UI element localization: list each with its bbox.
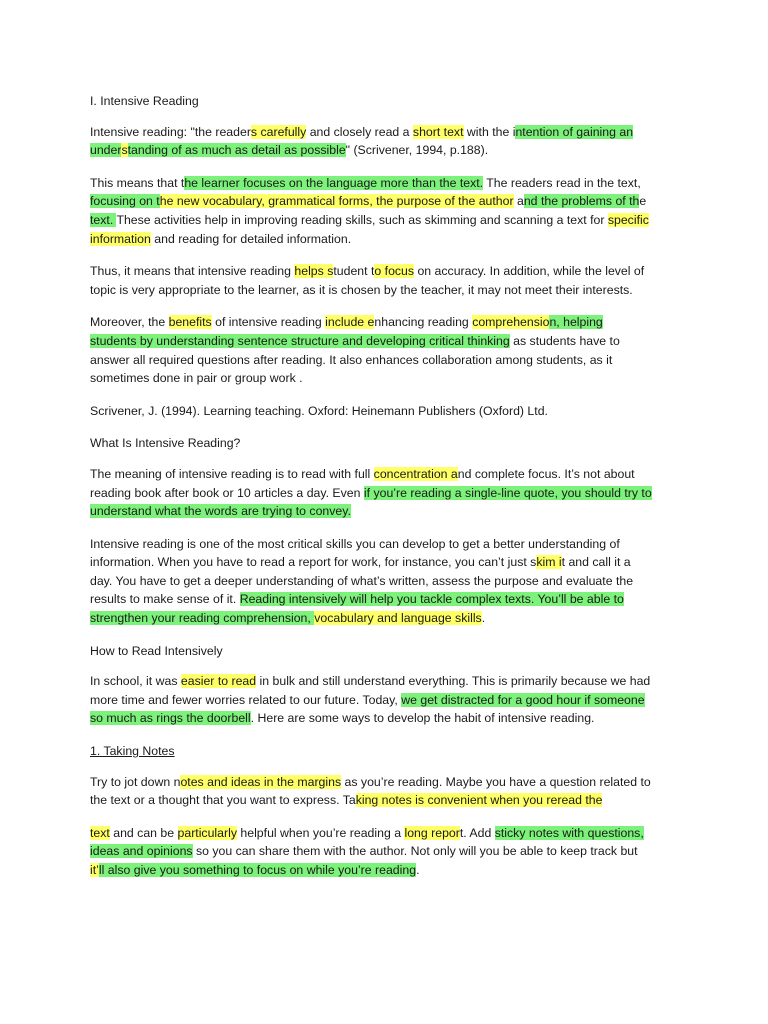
green-highlight: n, helping <box>549 315 603 330</box>
text-line <box>90 709 690 728</box>
text-line <box>90 141 690 160</box>
paragraph <box>90 672 690 728</box>
yellow-highlight: s carefully <box>250 124 307 139</box>
green-highlight: tanding of as much as detail as possible <box>127 143 346 158</box>
text-run: helpful when you’re reading a <box>236 825 405 840</box>
text-line <box>90 590 690 609</box>
green-highlight: ll also give you something to focus on while you’re reading <box>98 863 417 877</box>
text-line <box>90 791 690 810</box>
green-highlight: he learner focuses on the language more than the text. <box>184 175 484 190</box>
text-run: the text or a thought that you want to express. Ta <box>90 793 356 808</box>
text-run: so you can share them with the author. Not only will you be able to keep track but <box>192 844 638 859</box>
yellow-highlight: information <box>90 231 151 246</box>
yellow-highlight: it’ <box>90 863 99 877</box>
text-run: answer all required questions after reading. It also enhances collaboration among students, as it <box>90 352 613 367</box>
yellow-highlight: text <box>90 825 110 840</box>
text-run: a <box>513 194 524 209</box>
yellow-highlight: specific <box>607 212 649 227</box>
green-highlight: Reading intensively will help you tackle complex texts. You’ll be able to <box>239 592 624 607</box>
green-highlight: understand what the words are trying to convey. <box>90 504 351 519</box>
text-line <box>90 123 690 142</box>
text-line <box>90 192 690 211</box>
text-run: . <box>416 863 420 877</box>
text-line <box>90 553 690 572</box>
text-line <box>90 535 690 554</box>
text-run: topic is very appropriate to the learner, as it is chosen by the teacher, it may not meet their interests. <box>90 282 633 297</box>
text-line <box>90 502 690 521</box>
green-highlight: strengthen your reading comprehension, <box>90 611 315 626</box>
yellow-highlight: helps s <box>294 264 334 279</box>
text-run: as students have to <box>509 333 620 348</box>
reference-citation: Scrivener, J. (1994). Learning teaching. Oxford: Heinemann Publishers (Oxford) Ltd. <box>90 403 548 418</box>
text-line <box>90 824 690 843</box>
text-run: with the i <box>463 124 516 139</box>
yellow-highlight: easier to read <box>180 674 257 689</box>
document-page <box>90 92 690 894</box>
yellow-highlight: include e <box>325 315 375 330</box>
text-run: These activities help in improving reading skills, such as skimming and scanning a text for <box>116 212 608 227</box>
text-run: nd complete focus. It’s not about <box>457 466 635 481</box>
section-heading-intensive-reading: I. Intensive Reading <box>90 94 199 108</box>
text-line <box>90 351 690 370</box>
paragraph <box>90 262 690 299</box>
text-line <box>90 465 690 484</box>
yellow-highlight: short text <box>412 124 464 139</box>
text-line <box>90 211 690 230</box>
text-line <box>90 861 690 880</box>
text-run: and can be <box>109 825 178 840</box>
green-highlight: nd the problems of th <box>523 194 640 209</box>
paragraph <box>90 535 690 628</box>
green-highlight: ideas and opinions <box>90 844 193 859</box>
green-highlight: text. <box>90 212 117 227</box>
text-line <box>90 691 690 710</box>
text-run: . Here are some ways to develop the habit of intensive reading. <box>250 711 595 726</box>
text-line <box>90 230 690 249</box>
yellow-highlight: vocabulary and language skills <box>314 611 482 626</box>
paragraph <box>90 824 690 880</box>
yellow-highlight: o focus <box>374 264 415 279</box>
yellow-highlight: long repor <box>404 825 460 840</box>
text-run: in bulk and still understand everything. This is primarily because we had <box>256 674 651 689</box>
text-run: reading book after book or 10 articles a day. Even <box>90 485 364 500</box>
text-run: Try to jot down n <box>90 774 181 789</box>
text-run: " (Scrivener, 1994, p.188). <box>345 143 489 158</box>
text-line <box>90 842 690 861</box>
green-highlight: ntention of gaining an <box>515 124 634 139</box>
yellow-highlight: concentration a <box>373 466 458 481</box>
text-run: more time and fewer worries related to our future. Today, <box>90 692 402 707</box>
yellow-highlight: kim i <box>536 555 562 570</box>
text-line <box>90 672 690 691</box>
text-run: tudent t <box>333 264 375 279</box>
text-line <box>90 332 690 351</box>
green-highlight: if you’re reading a single-line quote, you should try to <box>363 485 652 500</box>
text-run: sometimes done in pair or group work . <box>90 371 303 386</box>
text-run: Intensive reading is one of the most critical skills you can develop to get a better understanding of <box>90 536 620 551</box>
green-highlight: under <box>90 143 122 158</box>
text-run: nhancing reading <box>374 315 473 330</box>
paragraph <box>90 465 690 521</box>
text-run: Intensive reading: "the reader <box>90 124 251 139</box>
text-run: The readers read in the text, <box>483 175 641 190</box>
text-run: e <box>639 194 647 209</box>
yellow-highlight: king notes is convenient when you reread the <box>355 793 603 808</box>
yellow-highlight: he new vocabulary, grammatical forms, the purpose of the author <box>159 194 514 209</box>
text-run: . <box>481 611 486 626</box>
text-run: results to make sense of it. <box>90 592 240 607</box>
paragraph <box>90 773 690 810</box>
text-line <box>90 174 690 193</box>
text-line <box>90 281 690 300</box>
text-run: and reading for detailed information. <box>150 231 352 246</box>
text-run: The meaning of intensive reading is to read with full <box>90 466 374 481</box>
green-highlight: we get distracted for a good hour if someone <box>401 692 645 707</box>
text-run: t. Add <box>459 825 495 840</box>
yellow-highlight: s <box>121 143 128 158</box>
yellow-highlight: benefits <box>168 315 212 330</box>
text-line <box>90 572 690 591</box>
text-run: information. When you have to read a report for work, for instance, you can’t just s <box>90 555 537 570</box>
text-run: as you’re reading. Maybe you have a question related to <box>341 774 651 789</box>
text-line <box>90 262 690 281</box>
green-highlight: focusing on t <box>90 194 160 209</box>
green-highlight: sticky notes with questions, <box>494 825 644 840</box>
text-run: Moreover, the <box>90 315 169 330</box>
yellow-highlight: otes and ideas in the margins <box>180 774 342 789</box>
text-run: on accuracy. In addition, while the level of <box>414 264 645 279</box>
green-highlight: so much as rings the doorbell <box>90 711 251 726</box>
text-run: of intensive reading <box>211 315 326 330</box>
text-run: In school, it was <box>90 674 181 689</box>
text-run: This means that t <box>90 175 185 190</box>
text-run: Thus, it means that intensive reading <box>90 264 295 279</box>
paragraph <box>90 174 690 248</box>
section-heading-what-is-intensive-reading: What Is Intensive Reading? <box>90 436 241 451</box>
text-run: t and call it a <box>561 555 631 570</box>
text-line <box>90 484 690 503</box>
text-run: and closely read a <box>306 124 413 139</box>
paragraph <box>90 313 690 387</box>
section-heading-how-to-read-intensively: How to Read Intensively <box>90 643 223 658</box>
green-highlight: students by understanding sentence structure and developing critical thinking <box>90 333 510 348</box>
text-line <box>90 369 690 388</box>
text-line <box>90 609 690 628</box>
yellow-highlight: particularly <box>177 825 237 840</box>
yellow-highlight: comprehensio <box>472 315 550 330</box>
text-line <box>90 773 690 792</box>
text-run: day. You have to get a deeper understanding of what’s written, assess the purpose and evaluate the <box>90 573 634 588</box>
paragraph <box>90 123 690 160</box>
text-line <box>90 313 690 332</box>
subheading-taking-notes: 1. Taking Notes <box>90 744 175 759</box>
